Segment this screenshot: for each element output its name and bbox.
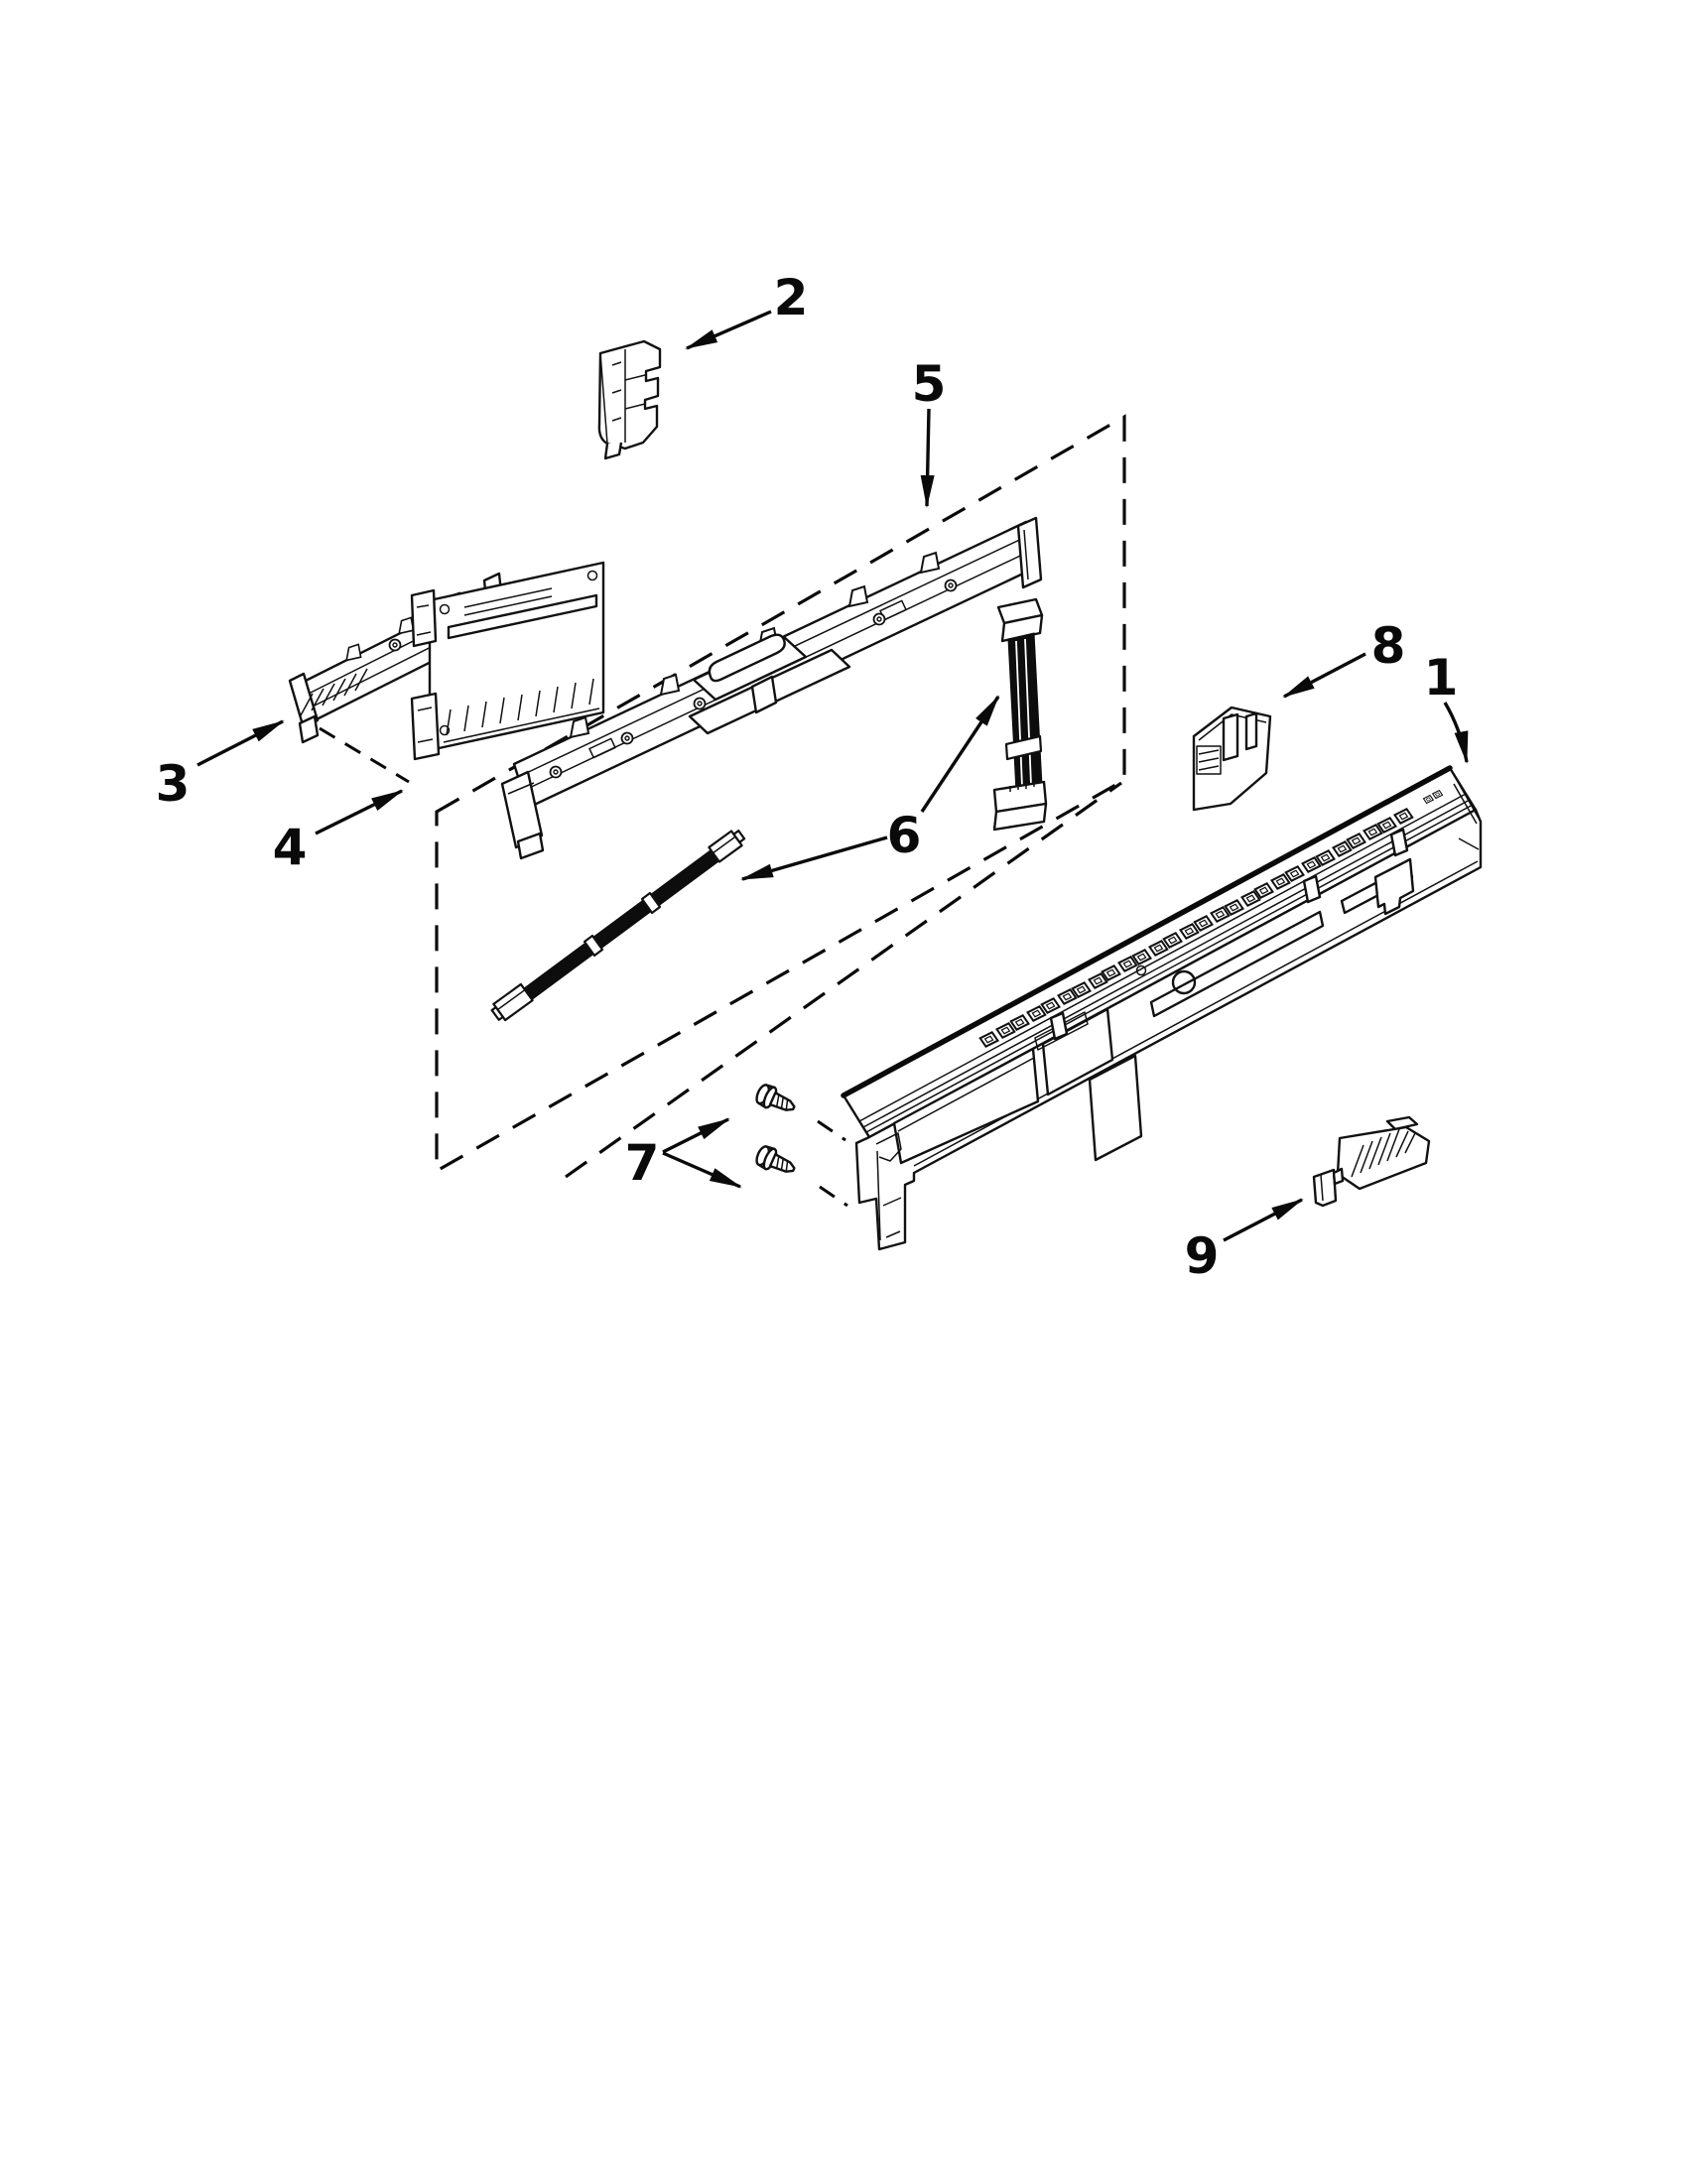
leader-arrows bbox=[197, 312, 1467, 1240]
callout-3: 3 bbox=[155, 755, 191, 813]
leader-4 bbox=[316, 791, 402, 834]
screw bbox=[754, 1083, 799, 1118]
leader-2 bbox=[687, 312, 771, 348]
leader-7b bbox=[663, 1153, 740, 1187]
leader-7a bbox=[663, 1119, 728, 1152]
leader-3 bbox=[197, 721, 283, 765]
callout-9: 9 bbox=[1184, 1227, 1220, 1285]
leader-8 bbox=[1284, 654, 1365, 697]
part-9-latch-assembly bbox=[1314, 1117, 1429, 1206]
part-2-end-clip bbox=[599, 341, 660, 458]
part-7-screws bbox=[754, 1083, 799, 1180]
callout-4: 4 bbox=[272, 819, 308, 876]
callout-5: 5 bbox=[911, 355, 947, 413]
callout-7: 7 bbox=[624, 1134, 660, 1192]
callout-6: 6 bbox=[886, 807, 922, 864]
screw bbox=[754, 1144, 799, 1180]
leader-6b bbox=[742, 837, 887, 879]
part-6-ribbon-cable-vertical bbox=[994, 599, 1046, 830]
part-8-end-bracket bbox=[1194, 707, 1270, 810]
callout-1: 1 bbox=[1423, 649, 1459, 707]
callout-8: 8 bbox=[1370, 617, 1406, 675]
leader-5 bbox=[927, 409, 929, 506]
leader-1 bbox=[1445, 703, 1467, 762]
callout-2: 2 bbox=[773, 269, 809, 326]
leader-6a bbox=[922, 697, 998, 812]
leader-9 bbox=[1224, 1200, 1302, 1240]
